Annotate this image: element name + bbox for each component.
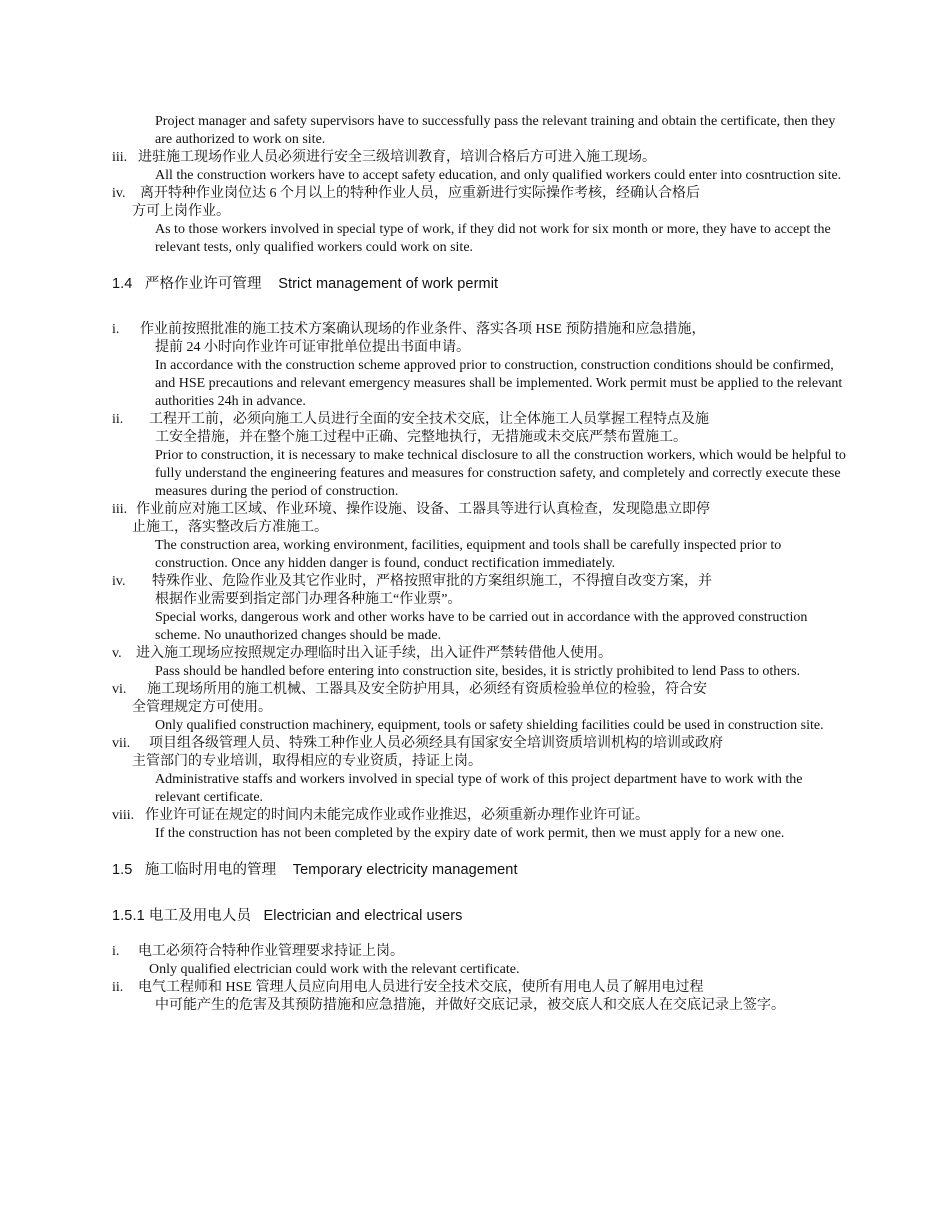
section-heading-1-5-1 — [112, 907, 950, 925]
section-heading-1-4 — [112, 275, 950, 293]
item-text-en: Administrative staffs and workers involved in special type of work of this project department have to work with the relevant certificate. — [155, 772, 803, 805]
item-text-cn: 作业前应对施工区域、作业环境、操作设施、设备、工器具等进行认真检查，发现隐患立即停 — [136, 502, 710, 517]
item-number: ii. — [112, 412, 124, 427]
item-text-cn-cont: 工安全措施，并在整个施工过程中正确、完整地执行，无措施或未交底严禁布置施工。 — [155, 430, 687, 445]
item-text-en: The construction area, working environment, facilities, equipment and tools shall be carefully inspected prior to construction. Once any hidden danger is found, conduct rectification immediately. — [155, 538, 782, 571]
pre-item-iii — [0, 149, 950, 185]
section-heading-1-5 — [112, 861, 950, 879]
item-number: i. — [112, 944, 120, 959]
item-number: v. — [112, 646, 122, 661]
item-1-5-1-i — [0, 943, 950, 979]
item-text-cn-cont: 方可上岗作业。 — [132, 204, 230, 219]
section-title-cn: 严格作业许可管理 — [144, 276, 262, 292]
item-text-en: Only qualified electrician could work with the relevant certificate. — [149, 962, 520, 977]
item-text-en: Special works, dangerous work and other works have to be carried out in accordance with the approved construction scheme. No unauthorized changes should be made. — [155, 610, 808, 643]
item-text-cn: 作业许可证在规定的时间内未能完成作业或作业推迟，必须重新办理作业许可证。 — [145, 808, 649, 823]
item-text-cn: 电气工程师和 HSE 管理人员应向用电人员进行安全技术交底，使所有用电人员了解用电过程 — [138, 980, 704, 995]
item-text-cn: 电工必须符合特种作业管理要求持证上岗。 — [138, 944, 404, 959]
item-text-en: All the construction workers have to accept safety education, and only qualified workers could enter into cosntruction site. — [155, 168, 842, 183]
item-text-cn: 进入施工现场应按照规定办理临时出入证手续，出入证件严禁转借他人使用。 — [136, 646, 612, 661]
item-text-en: As to those workers involved in special type of work, if they did not work for six month or more, they have to accept the relevant tests, only qualified workers could work on site. — [155, 222, 831, 255]
item-text-en: Pass should be handled before entering into construction site, besides, it is strictly prohibited to lend Pass to others. — [155, 664, 801, 679]
section-number: 1.5 — [112, 862, 133, 878]
item-text-en: Only qualified construction machinery, equipment, tools or safety shielding facilities could be used in construction site. — [155, 718, 824, 733]
item-number: iii. — [112, 150, 128, 165]
section-title-cn: 电工及用电人员 — [148, 908, 252, 924]
item-number: viii. — [112, 808, 135, 823]
section-title-en: Temporary electricity management — [292, 862, 518, 878]
item-1-4-iii — [0, 501, 950, 573]
pre-item-iv — [0, 185, 950, 257]
section-number: 1.5.1 — [112, 908, 145, 924]
item-number: ii. — [112, 980, 124, 995]
section-title-en: Electrician and electrical users — [263, 908, 463, 924]
item-text-cn: 特殊作业、危险作业及其它作业时，严格按照审批的方案组织施工，不得擅自改变方案，并 — [152, 574, 712, 589]
item-text-en: If the construction has not been completed by the expiry date of work permit, then we must apply for a new one. — [155, 826, 785, 841]
item-text-cn-cont: 根据作业需要到指定部门办理各种施工“作业票”。 — [155, 592, 462, 607]
item-text-cn: 离开特种作业岗位达 6 个月以上的特种作业人员，应重新进行实际操作考核，经确认合格后 — [140, 186, 700, 201]
item-text-cn-cont: 主管部门的专业培训，取得相应的专业资质，持证上岗。 — [132, 754, 482, 769]
section-title-cn: 施工临时用电的管理 — [144, 862, 277, 878]
item-text-cn: 作业前按照批准的施工技术方案确认现场的作业条件、落实各项 HSE 预防措施和应急措施， — [140, 322, 706, 337]
item-number: i. — [112, 322, 120, 337]
item-number: iv. — [112, 574, 126, 589]
item-1-4-i — [0, 321, 950, 411]
section-number: 1.4 — [112, 276, 133, 292]
item-1-4-vi — [0, 681, 950, 735]
item-number: iii. — [112, 502, 128, 517]
intro-paragraph: Project manager and safety supervisors have to successfully pass the relevant training and obtain the certificate, then they are authorized to work on site. — [155, 114, 836, 147]
item-number: vii. — [112, 736, 131, 751]
item-text-en: Prior to construction, it is necessary to make technical disclosure to all the construction workers, which would be helpful to fully understand the engineering features and measures for construction safety, and completely and correctly execute these measures during the period of construction. — [155, 448, 846, 499]
section-title-en: Strict management of work permit — [278, 276, 499, 292]
item-number: vi. — [112, 682, 127, 697]
item-text-cn: 项目组各级管理人员、特殊工种作业人员必须经具有国家安全培训资质培训机构的培训或政府 — [149, 736, 723, 751]
item-text-cn-cont: 全管理规定方可使用。 — [132, 700, 272, 715]
item-text-cn-cont: 提前 24 小时向作业许可证审批单位提出书面申请。 — [155, 340, 470, 355]
item-text-cn: 工程开工前，必须向施工人员进行全面的安全技术交底，让全体施工人员掌握工程特点及施 — [149, 412, 709, 427]
item-text-cn-cont: 止施工，落实整改后方准施工。 — [132, 520, 328, 535]
item-text-en: In accordance with the construction scheme approved prior to construction, construction conditions should be confirmed, and HSE precautions and relevant emergency measures shall be implemented. Work permit must be applied to the relevant authorities 24h in advance. — [155, 358, 843, 409]
item-text-cn-cont: 中可能产生的危害及其预防措施和应急措施，并做好交底记录，被交底人和交底人在交底记录上签字。 — [155, 998, 785, 1013]
item-1-4-vii — [0, 735, 950, 807]
item-text-cn: 进驻施工现场作业人员必须进行安全三级培训教育，培训合格后方可进入施工现场。 — [138, 150, 656, 165]
document-page — [0, 113, 950, 1015]
item-1-4-v — [0, 645, 950, 681]
item-1-4-iv — [0, 573, 950, 645]
item-number: iv. — [112, 186, 126, 201]
item-1-4-ii — [0, 411, 950, 501]
item-1-5-1-ii — [0, 979, 950, 1015]
item-1-4-viii — [0, 807, 950, 843]
item-text-cn: 施工现场所用的施工机械、工器具及安全防护用具，必须经有资质检验单位的检验，符合安 — [147, 682, 707, 697]
